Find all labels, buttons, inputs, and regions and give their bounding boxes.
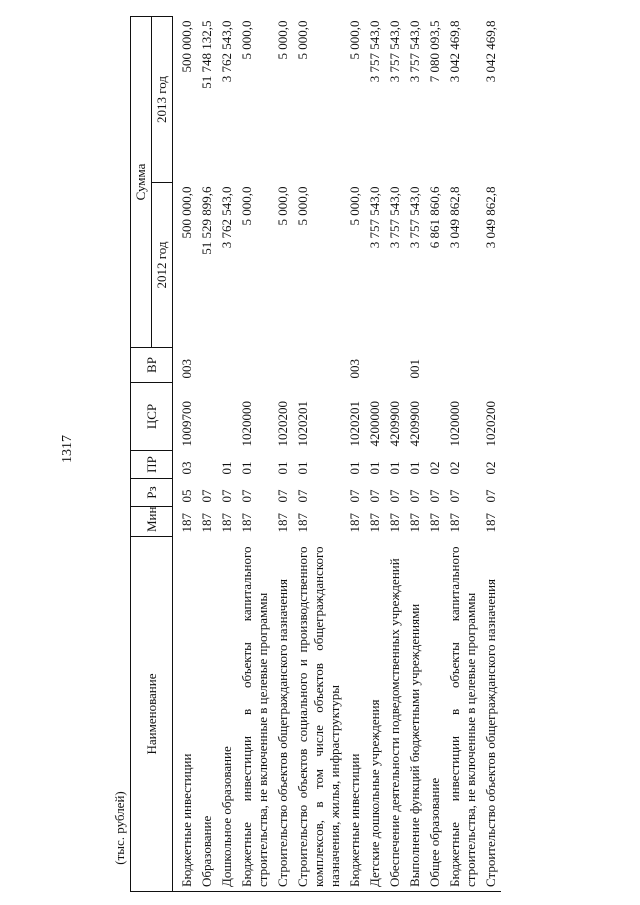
cell-csr: 4200000 xyxy=(367,401,382,447)
cell-y2013: 51 748 132,5 xyxy=(199,20,214,89)
cell-vr xyxy=(445,348,481,383)
cell-rz: 07 xyxy=(295,489,310,503)
table-header xyxy=(131,17,173,892)
cell-name: Бюджетные инвестиции в объекты капитального строительства, не включенные в целевые программы xyxy=(237,537,273,892)
cell-min: 187 xyxy=(347,513,362,533)
page-content xyxy=(0,17,640,892)
cell-pr: 01 xyxy=(239,461,254,475)
cell-name: Бюджетные инвестиции xyxy=(345,537,365,892)
cell-rz: 07 xyxy=(219,489,234,503)
cell-vr xyxy=(197,348,217,383)
budget-table-container xyxy=(130,17,640,892)
cell-rz: 07 xyxy=(447,489,462,503)
cell-vr xyxy=(293,348,345,383)
cell-min: 187 xyxy=(367,513,382,533)
cell-csr xyxy=(217,383,237,451)
cell-min: 187 xyxy=(407,513,422,533)
table-row xyxy=(481,17,501,892)
cell-pr: 01 xyxy=(387,461,402,475)
cell-y2012: 5 000,0 xyxy=(295,186,310,226)
cell-csr: 1020000 xyxy=(239,401,254,447)
table-row xyxy=(237,17,273,892)
cell-y2013: 7 080 093,5 xyxy=(427,20,442,83)
cell-pr: 02 xyxy=(483,461,498,475)
cell-y2012: 3 049 862,8 xyxy=(483,186,498,249)
cell-y2012: 5 000,0 xyxy=(239,186,254,226)
cell-y2013: 5 000,0 xyxy=(275,20,290,60)
cell-y2013: 5 000,0 xyxy=(347,20,362,60)
cell-vr xyxy=(365,348,385,383)
cell-y2012: 3 757 543,0 xyxy=(367,186,382,249)
table-row xyxy=(385,17,405,892)
cell-csr: 1020201 xyxy=(295,401,310,447)
cell-pr: 01 xyxy=(367,461,382,475)
cell-rz: 07 xyxy=(367,489,382,503)
cell-min: 187 xyxy=(199,513,214,533)
cell-y2013: 3 042 469,8 xyxy=(483,20,498,83)
page-number: 1317 xyxy=(60,435,75,463)
table-row xyxy=(345,17,365,892)
table-row xyxy=(365,17,385,892)
cell-name: Строительство объектов общегражданского назначения xyxy=(273,537,293,892)
cell-y2012: 3 757 543,0 xyxy=(387,186,402,249)
cell-pr: 01 xyxy=(347,461,362,475)
budget-table xyxy=(130,16,501,892)
cell-vr xyxy=(385,348,405,383)
cell-csr: 1009700 xyxy=(179,401,194,447)
cell-min: 187 xyxy=(387,513,402,533)
cell-rz: 07 xyxy=(427,489,442,503)
table-row xyxy=(217,17,237,892)
header-sum: Сумма xyxy=(131,17,152,348)
cell-y2013: 3 757 543,0 xyxy=(407,20,422,83)
cell-y2012: 3 762 543,0 xyxy=(219,186,234,249)
cell-pr: 01 xyxy=(275,461,290,475)
cell-y2012: 5 000,0 xyxy=(347,186,362,226)
cell-csr: 1020200 xyxy=(275,401,290,447)
header-year-2012: 2012 год xyxy=(152,183,173,348)
cell-pr: 03 xyxy=(179,461,194,475)
cell-name: Общее образование xyxy=(425,537,445,892)
cell-rz: 07 xyxy=(483,489,498,503)
header-csr: ЦСР xyxy=(131,383,173,451)
cell-vr: 003 xyxy=(179,359,194,379)
header-min: Мин xyxy=(131,507,173,537)
cell-y2012: 51 529 899,6 xyxy=(199,186,214,255)
cell-y2013: 3 757 543,0 xyxy=(387,20,402,83)
cell-min: 187 xyxy=(179,513,194,533)
header-pr: ПР xyxy=(131,451,173,479)
cell-pr: 01 xyxy=(295,461,310,475)
cell-min: 187 xyxy=(295,513,310,533)
cell-csr: 1020200 xyxy=(483,401,498,447)
cell-y2013: 500 000,0 xyxy=(179,20,194,73)
cell-y2012: 3 757 543,0 xyxy=(407,186,422,249)
cell-y2012: 3 049 862,8 xyxy=(447,186,462,249)
cell-min: 187 xyxy=(219,513,234,533)
cell-csr: 1020000 xyxy=(447,401,462,447)
cell-vr xyxy=(425,348,445,383)
header-year-2013: 2013 год xyxy=(152,17,173,183)
cell-vr xyxy=(237,348,273,383)
cell-y2012: 500 000,0 xyxy=(179,186,194,239)
unit-note: (тыс. рублей) xyxy=(112,791,127,865)
cell-csr: 4209900 xyxy=(407,401,422,447)
cell-vr: 001 xyxy=(407,359,422,379)
cell-name: Обеспечение деятельности подведомственных учреждений xyxy=(385,537,405,892)
cell-vr: 003 xyxy=(347,359,362,379)
cell-name: Детские дошкольные учреждения xyxy=(365,537,385,892)
cell-rz: 07 xyxy=(239,489,254,503)
cell-rz: 05 xyxy=(179,489,194,503)
header-vr: ВР xyxy=(131,348,173,383)
table-row xyxy=(405,17,425,892)
header-rz: Рз xyxy=(131,479,173,507)
cell-y2013: 5 000,0 xyxy=(239,20,254,60)
cell-name: Образование xyxy=(197,537,217,892)
cell-y2013: 3 762 543,0 xyxy=(219,20,234,83)
cell-name: Бюджетные инвестиции xyxy=(177,537,197,892)
cell-pr: 01 xyxy=(407,461,422,475)
table-row xyxy=(293,17,345,892)
cell-min: 187 xyxy=(275,513,290,533)
cell-min: 187 xyxy=(239,513,254,533)
cell-rz: 07 xyxy=(199,489,214,503)
cell-y2013: 3 042 469,8 xyxy=(447,20,462,83)
cell-csr xyxy=(425,383,445,451)
cell-min: 187 xyxy=(447,513,462,533)
cell-csr xyxy=(197,383,217,451)
cell-min: 187 xyxy=(483,513,498,533)
cell-vr xyxy=(217,348,237,383)
cell-vr xyxy=(481,348,501,383)
cell-csr: 1020201 xyxy=(347,401,362,447)
table-row xyxy=(273,17,293,892)
table-body xyxy=(173,17,502,892)
cell-name: Бюджетные инвестиции в объекты капитального строительства, не включенные в целевые программы xyxy=(445,537,481,892)
cell-name: Строительство объектов общегражданского назначения xyxy=(481,537,501,892)
cell-name: Выполнение функций бюджетными учреждениями xyxy=(405,537,425,892)
cell-rz: 07 xyxy=(407,489,422,503)
cell-rz: 07 xyxy=(347,489,362,503)
header-name: Наименование xyxy=(131,537,173,892)
cell-y2013: 5 000,0 xyxy=(295,20,310,60)
cell-pr: 02 xyxy=(447,461,462,475)
table-row xyxy=(445,17,481,892)
cell-name: Строительство объектов социального и производственного комплексов, в том числе объектов общегражданского назначения, жилья, инфраструктуры xyxy=(293,537,345,892)
cell-name: Дошкольное образование xyxy=(217,537,237,892)
cell-y2013: 3 757 543,0 xyxy=(367,20,382,83)
cell-pr: 01 xyxy=(219,461,234,475)
cell-y2012: 6 861 860,6 xyxy=(427,186,442,249)
cell-vr xyxy=(273,348,293,383)
table-row xyxy=(425,17,445,892)
cell-rz: 07 xyxy=(387,489,402,503)
table-row xyxy=(197,17,217,892)
cell-csr: 4209900 xyxy=(387,401,402,447)
cell-min: 187 xyxy=(427,513,442,533)
cell-rz: 07 xyxy=(275,489,290,503)
cell-y2012: 5 000,0 xyxy=(275,186,290,226)
table-row xyxy=(177,17,197,892)
cell-pr: 02 xyxy=(427,461,442,475)
cell-pr xyxy=(197,451,217,479)
